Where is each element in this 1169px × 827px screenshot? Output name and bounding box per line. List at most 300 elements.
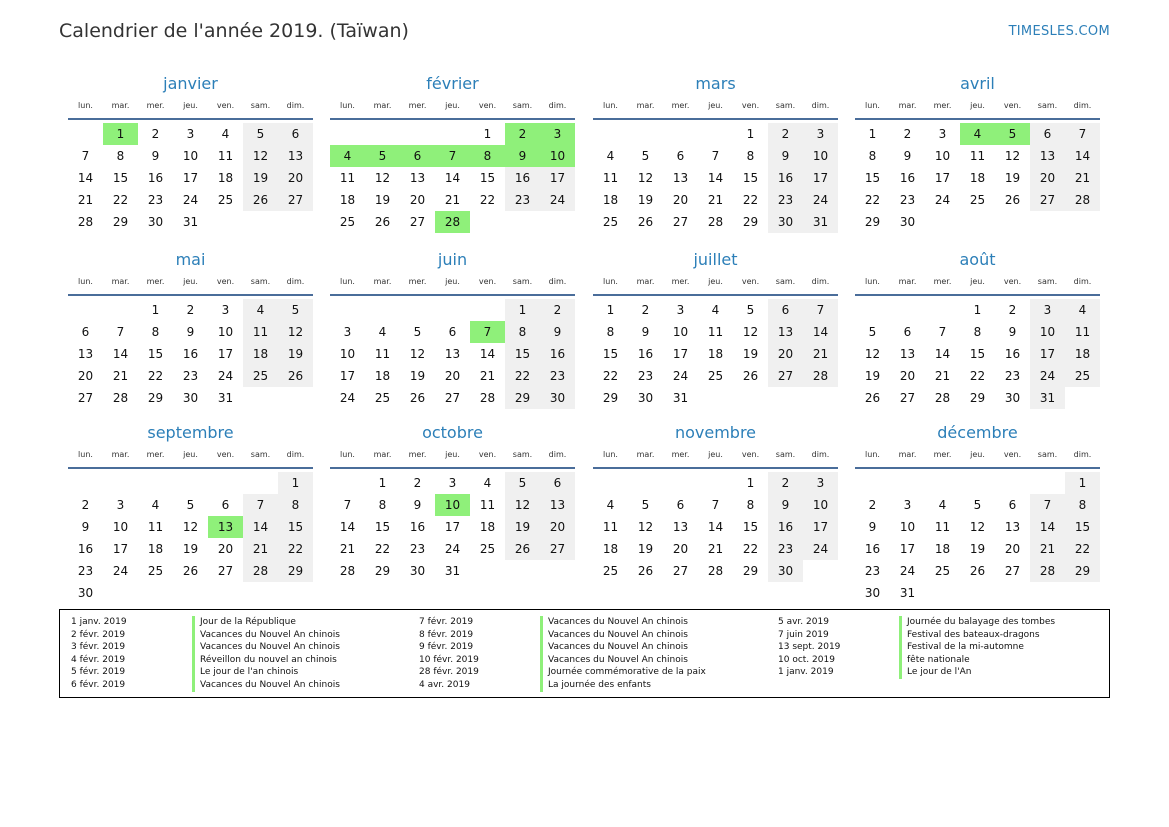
day-cell: 18 xyxy=(147,542,164,556)
day-cell: 3 xyxy=(186,127,195,141)
weekday-label: dim. xyxy=(548,277,567,286)
day-cell: 18 xyxy=(217,171,234,185)
legend-row xyxy=(60,629,340,642)
legend-row xyxy=(767,616,1055,629)
day-cell: 20 xyxy=(1004,542,1021,556)
day-cell: 29 xyxy=(864,215,881,229)
weekday-label: sam. xyxy=(512,450,533,459)
legend-row xyxy=(408,666,706,679)
legend-row xyxy=(60,654,340,667)
day-cell: 25 xyxy=(1065,365,1100,387)
day-cell: 22 xyxy=(479,193,496,207)
weekday-label: lun. xyxy=(340,450,355,459)
month-name: mars xyxy=(695,74,736,93)
weekday-label: mar. xyxy=(111,277,130,286)
day-cell: 23 xyxy=(768,189,803,211)
day-cell: 13 xyxy=(77,347,94,361)
day-cell: 26 xyxy=(864,391,881,405)
day-cell: 14 xyxy=(934,347,951,361)
day-cell: 21 xyxy=(339,542,356,556)
day-cell: 27 xyxy=(540,538,575,560)
day-cell: 17 xyxy=(182,171,199,185)
day-cell: 21 xyxy=(243,538,278,560)
day-cell: 13 xyxy=(278,145,313,167)
day-cell: 18 xyxy=(479,520,496,534)
day-cell: 12 xyxy=(243,145,278,167)
holiday-day-cell: 7 xyxy=(470,321,505,343)
weekday-label: dim. xyxy=(811,450,830,459)
day-cell: 1 xyxy=(606,303,615,317)
weekday-header xyxy=(330,99,575,120)
day-cell: 2 xyxy=(81,498,90,512)
day-cell: 21 xyxy=(77,193,94,207)
weekday-label: ven. xyxy=(478,101,497,110)
day-cell: 25 xyxy=(147,564,164,578)
legend-date: 4 avr. 2019 xyxy=(419,679,470,690)
day-cell: 19 xyxy=(864,369,881,383)
weekday-label: mer. xyxy=(671,277,690,286)
legend-date: 5 févr. 2019 xyxy=(71,667,126,678)
day-cell: 25 xyxy=(602,564,619,578)
day-cell: 21 xyxy=(112,369,129,383)
weekday-label: lun. xyxy=(340,277,355,286)
day-cell: 4 xyxy=(606,498,615,512)
weekday-label: lun. xyxy=(865,101,880,110)
day-cell: 28 xyxy=(1065,189,1100,211)
weekday-label: mar. xyxy=(373,101,392,110)
day-cell: 15 xyxy=(742,171,759,185)
weekday-label: jeu. xyxy=(970,277,985,286)
day-cell: 14 xyxy=(479,347,496,361)
day-cell: 9 xyxy=(903,149,912,163)
day-cell: 30 xyxy=(147,215,164,229)
month-name: juin xyxy=(437,250,468,269)
day-cell: 2 xyxy=(413,476,422,490)
day-cell: 28 xyxy=(77,215,94,229)
legend-holiday-name: Vacances du Nouvel An chinois xyxy=(540,629,688,642)
empty-cell xyxy=(960,472,995,494)
day-cell: 10 xyxy=(1030,321,1065,343)
day-cell: 4 xyxy=(938,498,947,512)
day-cell: 12 xyxy=(505,494,540,516)
day-cell: 1 xyxy=(483,127,492,141)
day-cell: 9 xyxy=(641,325,650,339)
day-cell: 30 xyxy=(768,211,803,233)
weekday-label: jeu. xyxy=(183,277,198,286)
legend-row xyxy=(408,641,706,654)
weekday-label: ven. xyxy=(478,277,497,286)
day-cell: 2 xyxy=(151,127,160,141)
legend-row xyxy=(60,666,340,679)
empty-cell xyxy=(855,299,890,321)
legend-holiday-name: Le jour de l'An xyxy=(899,666,971,679)
month-name: novembre xyxy=(674,423,757,442)
day-cell: 20 xyxy=(278,167,313,189)
day-cell: 28 xyxy=(934,391,951,405)
day-cell: 9 xyxy=(413,498,422,512)
weekday-label: ven. xyxy=(741,101,760,110)
day-cell: 9 xyxy=(1008,325,1017,339)
empty-cell xyxy=(855,472,890,494)
day-cell: 8 xyxy=(116,149,125,163)
weekday-label: sam. xyxy=(1037,450,1058,459)
day-cell: 20 xyxy=(672,193,689,207)
weekday-label: sam. xyxy=(250,277,271,286)
day-cell: 20 xyxy=(217,542,234,556)
day-cell: 16 xyxy=(409,520,426,534)
day-cell: 16 xyxy=(147,171,164,185)
day-cell: 11 xyxy=(602,171,619,185)
weekday-label: sam. xyxy=(775,277,796,286)
weekday-label: mer. xyxy=(933,277,952,286)
day-cell: 12 xyxy=(969,520,986,534)
day-cell: 2 xyxy=(768,123,803,145)
holiday-day-cell: 10 xyxy=(540,145,575,167)
day-cell: 5 xyxy=(973,498,982,512)
day-cell: 29 xyxy=(505,387,540,409)
day-cell: 30 xyxy=(182,391,199,405)
month-6 xyxy=(593,250,838,409)
day-cell: 26 xyxy=(278,365,313,387)
day-cell: 16 xyxy=(1004,347,1021,361)
day-cell: 27 xyxy=(672,564,689,578)
day-cell: 16 xyxy=(77,542,94,556)
day-cell: 16 xyxy=(637,347,654,361)
day-cell: 28 xyxy=(479,391,496,405)
day-cell: 31 xyxy=(182,215,199,229)
day-cell: 9 xyxy=(540,321,575,343)
day-cell: 4 xyxy=(221,127,230,141)
day-cell: 1 xyxy=(151,303,160,317)
day-cell: 6 xyxy=(540,472,575,494)
day-cell: 6 xyxy=(448,325,457,339)
legend-date: 7 juin 2019 xyxy=(778,629,829,640)
legend-date: 7 févr. 2019 xyxy=(419,617,474,627)
day-cell: 23 xyxy=(409,542,426,556)
day-cell: 16 xyxy=(540,343,575,365)
day-cell: 20 xyxy=(77,369,94,383)
legend-date: 1 janv. 2019 xyxy=(778,667,834,678)
weekday-label: mer. xyxy=(146,101,165,110)
day-cell: 2 xyxy=(641,303,650,317)
empty-cell xyxy=(890,472,925,494)
weekday-header xyxy=(68,275,313,296)
day-cell: 5 xyxy=(413,325,422,339)
day-cell: 26 xyxy=(969,564,986,578)
legend-holiday-name: Vacances du Nouvel An chinois xyxy=(192,629,340,642)
day-cell: 29 xyxy=(374,564,391,578)
day-cell: 26 xyxy=(409,391,426,405)
weekday-label: mar. xyxy=(898,277,917,286)
day-cell: 20 xyxy=(672,542,689,556)
day-cell: 26 xyxy=(243,189,278,211)
day-cell: 28 xyxy=(339,564,356,578)
legend-date: 1 janv. 2019 xyxy=(71,617,127,627)
empty-cell xyxy=(173,472,208,494)
day-cell: 4 xyxy=(1065,299,1100,321)
legend-holiday-name: Vacances du Nouvel An chinois xyxy=(540,616,688,629)
weekday-label: dim. xyxy=(811,101,830,110)
weekday-header xyxy=(855,448,1100,469)
legend-holiday-name: Journée commémorative de la paix xyxy=(540,666,706,679)
empty-cell xyxy=(663,472,698,494)
day-cell: 9 xyxy=(868,520,877,534)
legend-holiday-name: Vacances du Nouvel An chinois xyxy=(192,679,340,692)
day-cell: 31 xyxy=(1030,387,1065,409)
day-cell: 15 xyxy=(602,347,619,361)
weekday-label: jeu. xyxy=(708,101,723,110)
weekday-label: mar. xyxy=(111,450,130,459)
day-cell: 21 xyxy=(1065,167,1100,189)
day-cell: 3 xyxy=(1030,299,1065,321)
weekday-header xyxy=(330,448,575,469)
weekday-label: jeu. xyxy=(445,450,460,459)
day-cell: 7 xyxy=(1065,123,1100,145)
weekday-label: lun. xyxy=(78,450,93,459)
day-cell: 16 xyxy=(182,347,199,361)
legend-date: 13 sept. 2019 xyxy=(778,642,841,653)
day-cell: 26 xyxy=(637,564,654,578)
weekday-header xyxy=(593,275,838,296)
day-cell: 11 xyxy=(243,321,278,343)
day-cell: 5 xyxy=(746,303,755,317)
day-cell: 31 xyxy=(803,211,838,233)
month-name: septembre xyxy=(147,423,234,442)
day-cell: 17 xyxy=(540,167,575,189)
day-cell: 3 xyxy=(803,472,838,494)
weekday-label: sam. xyxy=(512,101,533,110)
legend-row xyxy=(60,641,340,654)
legend-row xyxy=(408,616,706,629)
legend-date: 5 avr. 2019 xyxy=(778,617,829,627)
day-cell: 7 xyxy=(938,325,947,339)
weekday-label: jeu. xyxy=(445,277,460,286)
weekday-label: mar. xyxy=(373,277,392,286)
day-cell: 30 xyxy=(899,215,916,229)
day-cell: 29 xyxy=(742,564,759,578)
day-cell: 7 xyxy=(1030,494,1065,516)
day-cell: 17 xyxy=(803,516,838,538)
day-cell: 7 xyxy=(81,149,90,163)
legend-date: 6 févr. 2019 xyxy=(71,679,126,690)
day-cell: 5 xyxy=(278,299,313,321)
empty-cell xyxy=(435,299,470,321)
day-cell: 24 xyxy=(112,564,129,578)
brand-link[interactable]: TIMESLES.COM xyxy=(1008,24,1110,39)
day-cell: 6 xyxy=(768,299,803,321)
legend-holiday-name: Vacances du Nouvel An chinois xyxy=(540,641,688,654)
day-cell: 7 xyxy=(711,498,720,512)
weekday-label: mar. xyxy=(373,450,392,459)
day-cell: 18 xyxy=(707,347,724,361)
month-0 xyxy=(68,74,313,233)
day-cell: 27 xyxy=(1030,189,1065,211)
day-cell: 23 xyxy=(637,369,654,383)
day-cell: 27 xyxy=(217,564,234,578)
day-cell: 24 xyxy=(899,564,916,578)
day-cell: 10 xyxy=(803,145,838,167)
day-cell: 22 xyxy=(864,193,881,207)
day-cell: 14 xyxy=(112,347,129,361)
weekday-header xyxy=(330,275,575,296)
day-cell: 13 xyxy=(409,171,426,185)
day-cell: 29 xyxy=(969,391,986,405)
day-cell: 2 xyxy=(186,303,195,317)
day-cell: 17 xyxy=(444,520,461,534)
legend-row xyxy=(60,616,340,629)
day-cell: 25 xyxy=(934,564,951,578)
day-cell: 19 xyxy=(374,193,391,207)
day-cell: 4 xyxy=(151,498,160,512)
day-cell: 18 xyxy=(339,193,356,207)
holiday-day-cell: 13 xyxy=(208,516,243,538)
day-cell: 28 xyxy=(803,365,838,387)
empty-cell xyxy=(208,472,243,494)
day-cell: 25 xyxy=(243,365,278,387)
empty-cell xyxy=(470,299,505,321)
weekday-label: mar. xyxy=(636,101,655,110)
holiday-day-cell: 8 xyxy=(470,145,505,167)
day-cell: 13 xyxy=(1004,520,1021,534)
day-cell: 10 xyxy=(339,347,356,361)
day-cell: 9 xyxy=(81,520,90,534)
holiday-day-cell: 10 xyxy=(435,494,470,516)
day-cell: 1 xyxy=(868,127,877,141)
weekday-header xyxy=(593,448,838,469)
day-cell: 2 xyxy=(540,299,575,321)
day-cell: 19 xyxy=(969,542,986,556)
day-cell: 27 xyxy=(768,365,803,387)
month-name: octobre xyxy=(422,423,483,442)
day-cell: 26 xyxy=(1004,193,1021,207)
day-cell: 15 xyxy=(479,171,496,185)
day-cell: 19 xyxy=(409,369,426,383)
day-cell: 24 xyxy=(1030,365,1065,387)
empty-cell xyxy=(365,123,400,145)
day-cell: 9 xyxy=(768,494,803,516)
month-name: mai xyxy=(175,250,206,269)
day-cell: 21 xyxy=(707,542,724,556)
day-cell: 8 xyxy=(606,325,615,339)
legend-column xyxy=(767,616,1055,679)
day-cell: 5 xyxy=(505,472,540,494)
holiday-day-cell: 7 xyxy=(435,145,470,167)
holiday-day-cell: 9 xyxy=(505,145,540,167)
day-cell: 12 xyxy=(637,171,654,185)
day-cell: 22 xyxy=(1065,538,1100,560)
day-cell: 17 xyxy=(112,542,129,556)
day-cell: 26 xyxy=(637,215,654,229)
day-cell: 21 xyxy=(707,193,724,207)
day-cell: 19 xyxy=(182,542,199,556)
weekday-label: lun. xyxy=(603,101,618,110)
day-cell: 15 xyxy=(112,171,129,185)
day-cell: 30 xyxy=(637,391,654,405)
day-cell: 29 xyxy=(602,391,619,405)
day-cell: 24 xyxy=(672,369,689,383)
legend-holiday-name: Le jour de l'an chinois xyxy=(192,666,298,679)
month-5 xyxy=(330,250,575,409)
weekday-header xyxy=(68,99,313,120)
day-cell: 12 xyxy=(409,347,426,361)
day-cell: 25 xyxy=(217,193,234,207)
day-cell: 23 xyxy=(147,193,164,207)
day-cell: 30 xyxy=(864,586,881,600)
day-cell: 14 xyxy=(1030,516,1065,538)
day-grid xyxy=(68,123,313,233)
empty-cell xyxy=(68,299,103,321)
day-cell: 20 xyxy=(444,369,461,383)
day-cell: 3 xyxy=(343,325,352,339)
weekday-label: ven. xyxy=(741,277,760,286)
empty-cell xyxy=(925,299,960,321)
day-cell: 17 xyxy=(672,347,689,361)
day-cell: 26 xyxy=(742,369,759,383)
day-cell: 29 xyxy=(112,215,129,229)
month-7 xyxy=(855,250,1100,409)
day-cell: 30 xyxy=(540,387,575,409)
day-cell: 10 xyxy=(803,494,838,516)
weekday-label: mar. xyxy=(898,101,917,110)
day-cell: 23 xyxy=(182,369,199,383)
day-cell: 11 xyxy=(934,520,951,534)
holiday-day-cell: 4 xyxy=(960,123,995,145)
legend-holiday-name: fête nationale xyxy=(899,654,970,667)
day-cell: 9 xyxy=(186,325,195,339)
day-grid xyxy=(855,299,1100,409)
day-cell: 28 xyxy=(112,391,129,405)
day-cell: 16 xyxy=(505,167,540,189)
day-cell: 29 xyxy=(278,560,313,582)
day-cell: 24 xyxy=(217,369,234,383)
weekday-header xyxy=(68,448,313,469)
legend-row xyxy=(767,629,1055,642)
legend-holiday-name: La journée des enfants xyxy=(540,679,651,692)
day-cell: 15 xyxy=(969,347,986,361)
day-cell: 24 xyxy=(182,193,199,207)
day-cell: 1 xyxy=(378,476,387,490)
weekday-label: mer. xyxy=(671,450,690,459)
empty-cell xyxy=(435,123,470,145)
day-cell: 31 xyxy=(672,391,689,405)
weekday-label: ven. xyxy=(216,101,235,110)
weekday-header xyxy=(855,275,1100,296)
day-cell: 19 xyxy=(742,347,759,361)
day-cell: 11 xyxy=(969,149,986,163)
legend-holiday-name: Festival des bateaux-dragons xyxy=(899,629,1040,642)
day-cell: 18 xyxy=(243,343,278,365)
day-grid xyxy=(593,472,838,582)
day-cell: 23 xyxy=(1004,369,1021,383)
day-cell: 8 xyxy=(378,498,387,512)
legend-date: 9 févr. 2019 xyxy=(419,642,474,653)
day-cell: 15 xyxy=(505,343,540,365)
weekday-label: dim. xyxy=(286,450,305,459)
weekday-label: dim. xyxy=(548,450,567,459)
day-cell: 10 xyxy=(112,520,129,534)
weekday-label: lun. xyxy=(603,277,618,286)
empty-cell xyxy=(103,299,138,321)
day-cell: 14 xyxy=(339,520,356,534)
day-cell: 25 xyxy=(707,369,724,383)
month-10 xyxy=(593,423,838,582)
day-cell: 11 xyxy=(1065,321,1100,343)
day-cell: 19 xyxy=(637,193,654,207)
day-cell: 8 xyxy=(278,494,313,516)
day-cell: 17 xyxy=(339,369,356,383)
legend-holiday-name: Vacances du Nouvel An chinois xyxy=(192,641,340,654)
day-cell: 31 xyxy=(899,586,916,600)
